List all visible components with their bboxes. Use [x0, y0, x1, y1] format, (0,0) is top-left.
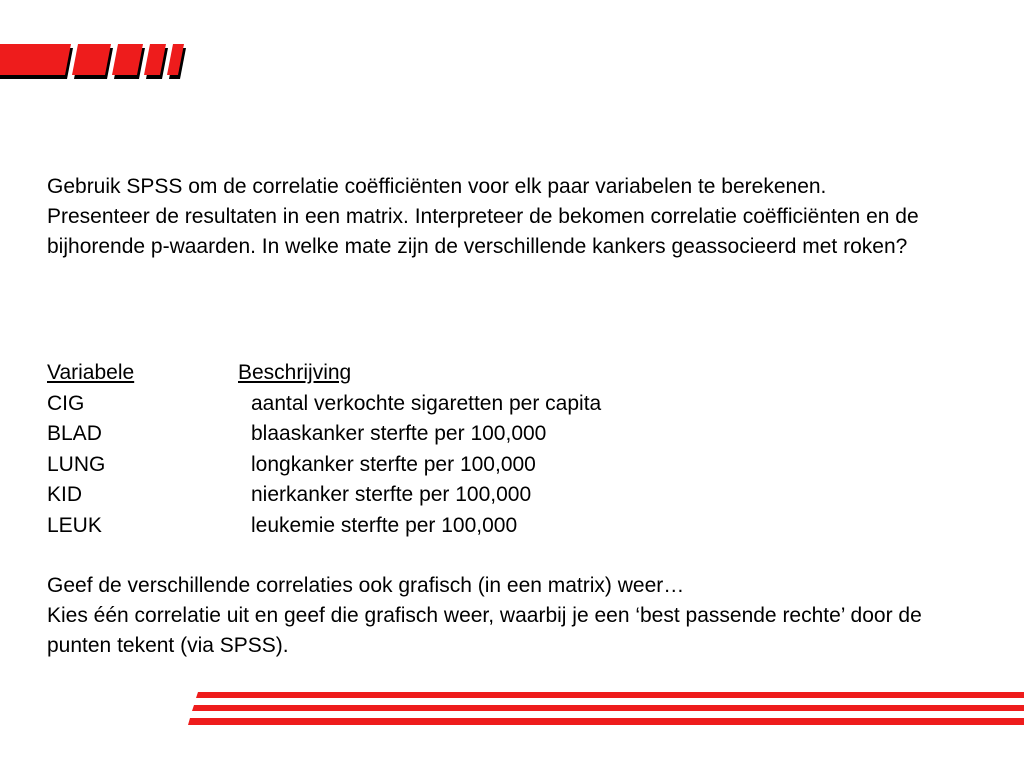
closing-line-1: Geef de verschillende correlaties ook grafisch (in een matrix) weer…: [47, 574, 685, 597]
table-row: [47, 480, 601, 511]
table-row: [47, 511, 601, 542]
variable-description: leukemie sterfte per 100,000: [251, 513, 518, 537]
header-description-label: Beschrijving: [238, 361, 352, 384]
variable-description: longkanker sterfte per 100,000: [251, 452, 536, 476]
header-description: [238, 358, 601, 389]
header-variable-label: Variabele: [47, 361, 135, 384]
closing-line-2: Kies één correlatie uit en geef die grafisch weer, waarbij je een ‘best passende rechte’ door de punten tekent (via SPSS).: [47, 604, 922, 657]
variable-description: nierkanker sterfte per 100,000: [251, 483, 532, 507]
closing-paragraph: [47, 571, 927, 661]
table-row: [47, 450, 601, 481]
variable-code: CIG: [47, 391, 85, 415]
red-stripes-logo-icon: [0, 38, 190, 84]
variable-code: LEUK: [47, 513, 102, 537]
red-horizontal-stripes-icon: [186, 688, 1024, 732]
variable-code: LUNG: [47, 452, 106, 476]
table-header-row: [47, 358, 601, 389]
intro-paragraph: [47, 172, 927, 262]
variable-description: aantal verkochte sigaretten per capita: [251, 391, 602, 415]
variable-description: blaaskanker sterfte per 100,000: [251, 422, 547, 446]
table-row: [47, 419, 601, 450]
variable-table: [47, 358, 601, 542]
table-row: [47, 389, 601, 420]
variable-code: KID: [47, 483, 83, 507]
header-variable: [47, 358, 238, 389]
variable-code: BLAD: [47, 422, 102, 446]
intro-text: Gebruik SPSS om de correlatie coëfficiënten voor elk paar variabelen te berekenen. Presenteer de resultaten in een matrix. Interpreteer de bekomen correlatie coëfficiënten en de bijhorende p-waarden. In welke mate zijn de verschillende kankers geassocieerd met roken?: [47, 175, 919, 258]
